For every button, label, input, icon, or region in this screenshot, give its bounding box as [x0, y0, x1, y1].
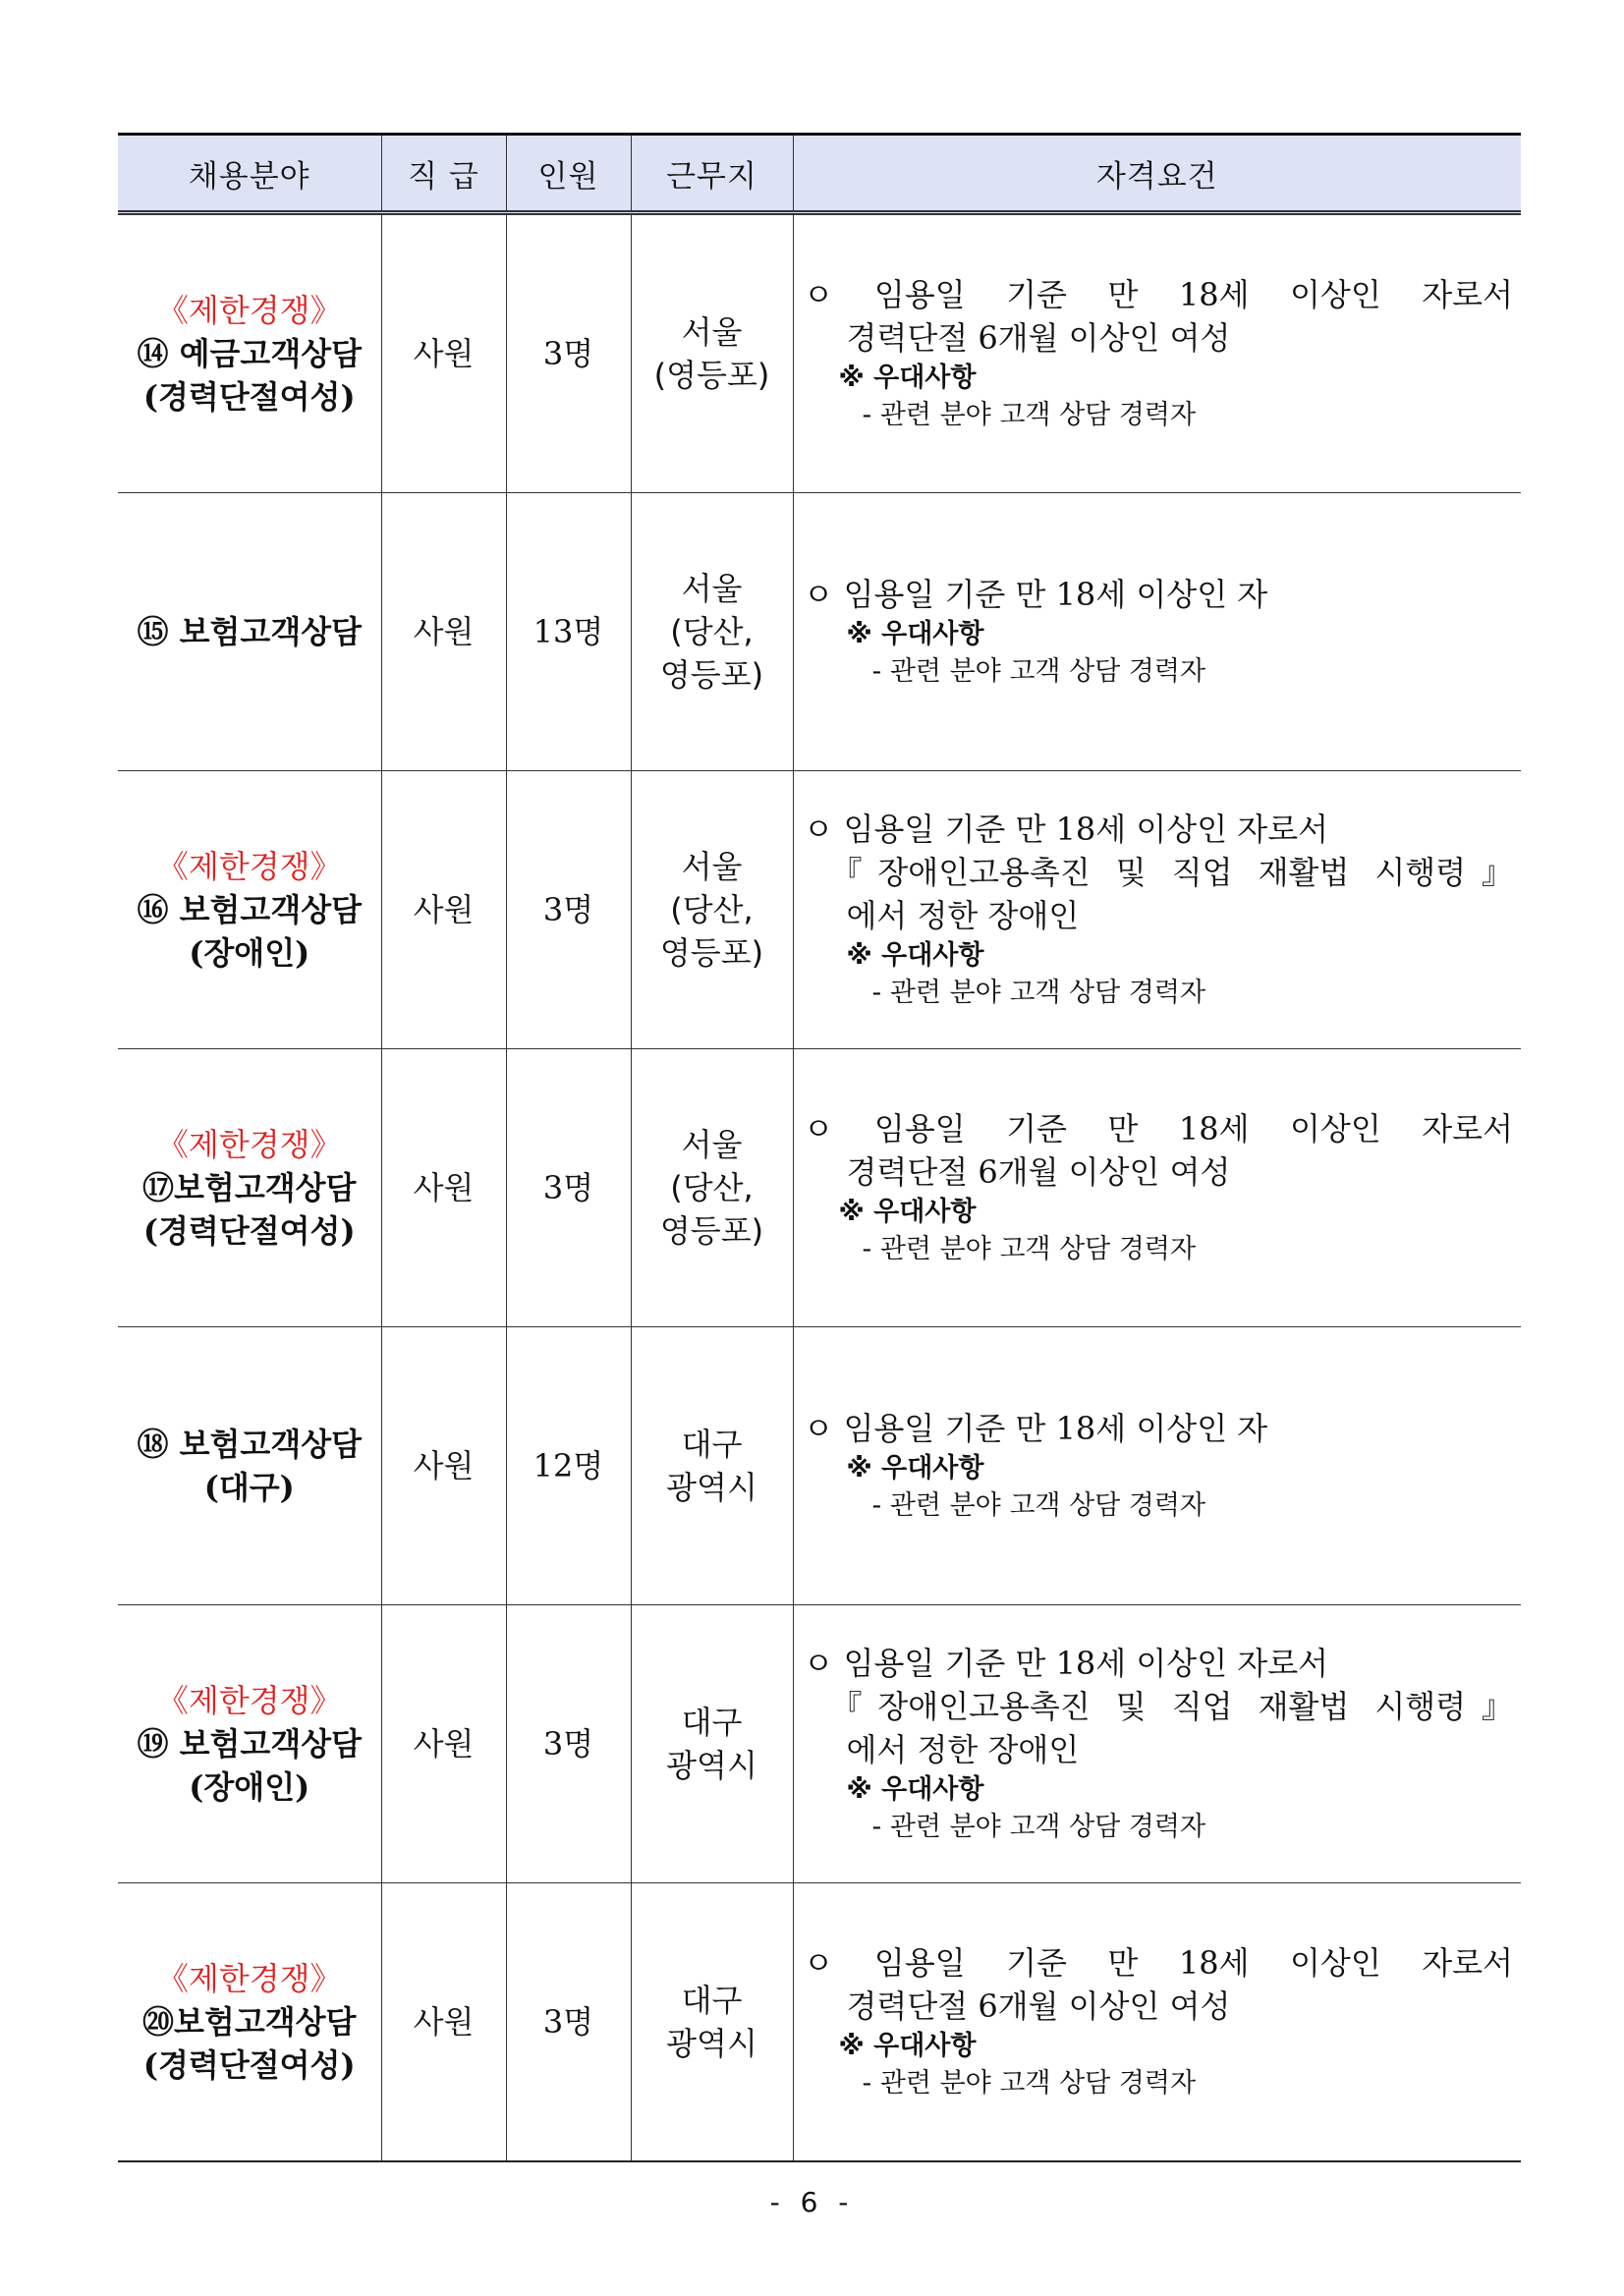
location-cell — [631, 1327, 793, 1605]
location-cell — [631, 1883, 793, 2162]
header-location: 근무지 — [631, 135, 793, 213]
location-cell — [631, 1049, 793, 1327]
field-subtitle: (대구) — [203, 1469, 295, 1506]
restricted-competition-tag: 《제한경쟁》 — [156, 1682, 342, 1719]
requirements-cell — [793, 1883, 1521, 2162]
table-row — [118, 1327, 1521, 1605]
field-name: ⑱ 보험고객상담 — [137, 1426, 363, 1463]
location-line: 영등포) — [659, 934, 764, 972]
requirement-line: 경력단절 6개월 이상인 여성 — [846, 319, 1231, 357]
requirements-cell — [793, 213, 1521, 493]
location-cell — [631, 493, 793, 771]
table-row — [118, 213, 1521, 493]
preference-item: - 관련 분야 고객 상담 경력자 — [871, 1490, 1206, 1521]
requirement-line: ㅇ 임용일 기준 만 18세 이상인 자로서 — [803, 1944, 1513, 1982]
restricted-competition-tag: 《제한경쟁》 — [156, 848, 342, 885]
location-line: 광역시 — [666, 1747, 757, 1784]
count-cell: 3명 — [506, 1605, 631, 1883]
grade-cell: 사원 — [381, 771, 506, 1049]
location-line: (당산, — [670, 891, 754, 928]
requirement-line: ㅇ 임용일 기준 만 18세 이상인 자 — [803, 1410, 1268, 1447]
location-line: 영등포) — [659, 1212, 764, 1250]
location-line: 서울 — [681, 1126, 743, 1163]
header-count: 인원 — [506, 135, 631, 213]
requirement-line: 경력단절 6개월 이상인 여성 — [846, 1988, 1231, 2025]
location-line: 서울 — [681, 313, 743, 351]
requirement-line: ㅇ 임용일 기준 만 18세 이상인 자로서 — [803, 276, 1513, 313]
requirements-cell — [793, 1049, 1521, 1327]
restricted-competition-tag: 《제한경쟁》 — [156, 1126, 342, 1163]
field-name: ⑯ 보험고객상담 — [137, 891, 363, 928]
recruitment-table — [118, 133, 1521, 2162]
count-cell: 13명 — [506, 493, 631, 771]
page-number: - 6 - — [769, 2186, 855, 2218]
count-cell: 12명 — [506, 1327, 631, 1605]
field-name: ⑮ 보험고객상담 — [137, 613, 363, 650]
preference-heading: ※ 우대사항 — [846, 619, 984, 649]
field-name: ⑭ 예금고객상담 — [137, 335, 363, 372]
grade-cell: 사원 — [381, 1327, 506, 1605]
field-subtitle: (경력단절여성) — [142, 1212, 356, 1250]
location-line: (당산, — [670, 1169, 754, 1206]
location-line: 서울 — [681, 570, 743, 607]
location-cell — [631, 213, 793, 493]
location-cell — [631, 771, 793, 1049]
requirement-line: 경력단절 6개월 이상인 여성 — [846, 1153, 1231, 1191]
field-cell — [118, 1327, 381, 1605]
count-cell: 3명 — [506, 1049, 631, 1327]
preference-item: - 관련 분야 고객 상담 경력자 — [862, 1234, 1197, 1264]
field-name: ⑲ 보험고객상담 — [137, 1725, 363, 1763]
field-name: ⑳보험고객상담 — [142, 2003, 357, 2041]
table-row — [118, 1049, 1521, 1327]
preference-item: - 관련 분야 고객 상담 경력자 — [871, 656, 1206, 687]
location-line: 서울 — [681, 848, 743, 885]
field-cell — [118, 1049, 381, 1327]
grade-cell: 사원 — [381, 1605, 506, 1883]
requirement-line: ㅇ 임용일 기준 만 18세 이상인 자로서 — [803, 1110, 1513, 1148]
requirement-line: ㅇ 임용일 기준 만 18세 이상인 자 — [803, 576, 1268, 613]
grade-cell: 사원 — [381, 1883, 506, 2162]
location-line: (당산, — [670, 613, 754, 650]
table-row — [118, 1605, 1521, 1883]
count-cell: 3명 — [506, 771, 631, 1049]
location-line: 대구 — [681, 1704, 743, 1741]
header-grade: 직 급 — [381, 135, 506, 213]
location-line: 대구 — [681, 1982, 743, 2019]
field-subtitle: (장애인) — [189, 1768, 310, 1806]
table-row — [118, 493, 1521, 771]
field-subtitle: (경력단절여성) — [142, 378, 356, 416]
count-cell: 3명 — [506, 1883, 631, 2162]
location-line: 대구 — [681, 1426, 743, 1463]
requirement-line: 에서 정한 장애인 — [846, 1731, 1080, 1768]
field-cell — [118, 1883, 381, 2162]
field-cell — [118, 493, 381, 771]
preference-item: - 관련 분야 고객 상담 경력자 — [871, 1812, 1206, 1842]
table-row — [118, 771, 1521, 1049]
grade-cell: 사원 — [381, 213, 506, 493]
count-cell: 3명 — [506, 213, 631, 493]
field-name: ⑰보험고객상담 — [142, 1169, 357, 1206]
header-requirements: 자격요건 — [793, 135, 1521, 213]
requirements-cell — [793, 493, 1521, 771]
header-field: 채용분야 — [118, 135, 381, 213]
location-line: 광역시 — [666, 1469, 757, 1506]
preference-heading: ※ 우대사항 — [846, 1774, 984, 1805]
field-cell — [118, 1605, 381, 1883]
table-header-row — [118, 135, 1521, 213]
field-cell — [118, 213, 381, 493]
location-cell — [631, 1605, 793, 1883]
restricted-competition-tag: 《제한경쟁》 — [156, 292, 342, 329]
requirements-cell — [793, 771, 1521, 1049]
requirement-line: ㅇ 임용일 기준 만 18세 이상인 자로서 — [803, 1645, 1329, 1682]
preference-item: - 관련 분야 고객 상담 경력자 — [862, 2068, 1197, 2099]
location-line: 광역시 — [666, 2025, 757, 2062]
preference-item: - 관련 분야 고객 상담 경력자 — [862, 400, 1197, 430]
requirements-cell — [793, 1605, 1521, 1883]
requirements-cell — [793, 1327, 1521, 1605]
grade-cell: 사원 — [381, 493, 506, 771]
location-line: (영등포) — [653, 357, 770, 394]
location-line: 영등포) — [659, 656, 764, 694]
preference-heading: ※ 우대사항 — [838, 363, 977, 393]
requirement-line: 에서 정한 장애인 — [846, 897, 1080, 934]
preference-heading: ※ 우대사항 — [838, 2031, 977, 2061]
requirement-line: 『장애인고용촉진 및 직업 재활법 시행령』 — [830, 1688, 1513, 1725]
table-row — [118, 1883, 1521, 2162]
preference-heading: ※ 우대사항 — [838, 1197, 977, 1227]
grade-cell: 사원 — [381, 1049, 506, 1327]
requirement-line: ㅇ 임용일 기준 만 18세 이상인 자로서 — [803, 811, 1329, 848]
requirement-line: 『장애인고용촉진 및 직업 재활법 시행령』 — [830, 854, 1513, 891]
field-cell — [118, 771, 381, 1049]
restricted-competition-tag: 《제한경쟁》 — [156, 1960, 342, 1997]
preference-heading: ※ 우대사항 — [846, 1453, 984, 1484]
field-subtitle: (경력단절여성) — [142, 2046, 356, 2084]
preference-heading: ※ 우대사항 — [846, 940, 984, 971]
field-subtitle: (장애인) — [189, 934, 310, 972]
preference-item: - 관련 분야 고객 상담 경력자 — [871, 978, 1206, 1008]
